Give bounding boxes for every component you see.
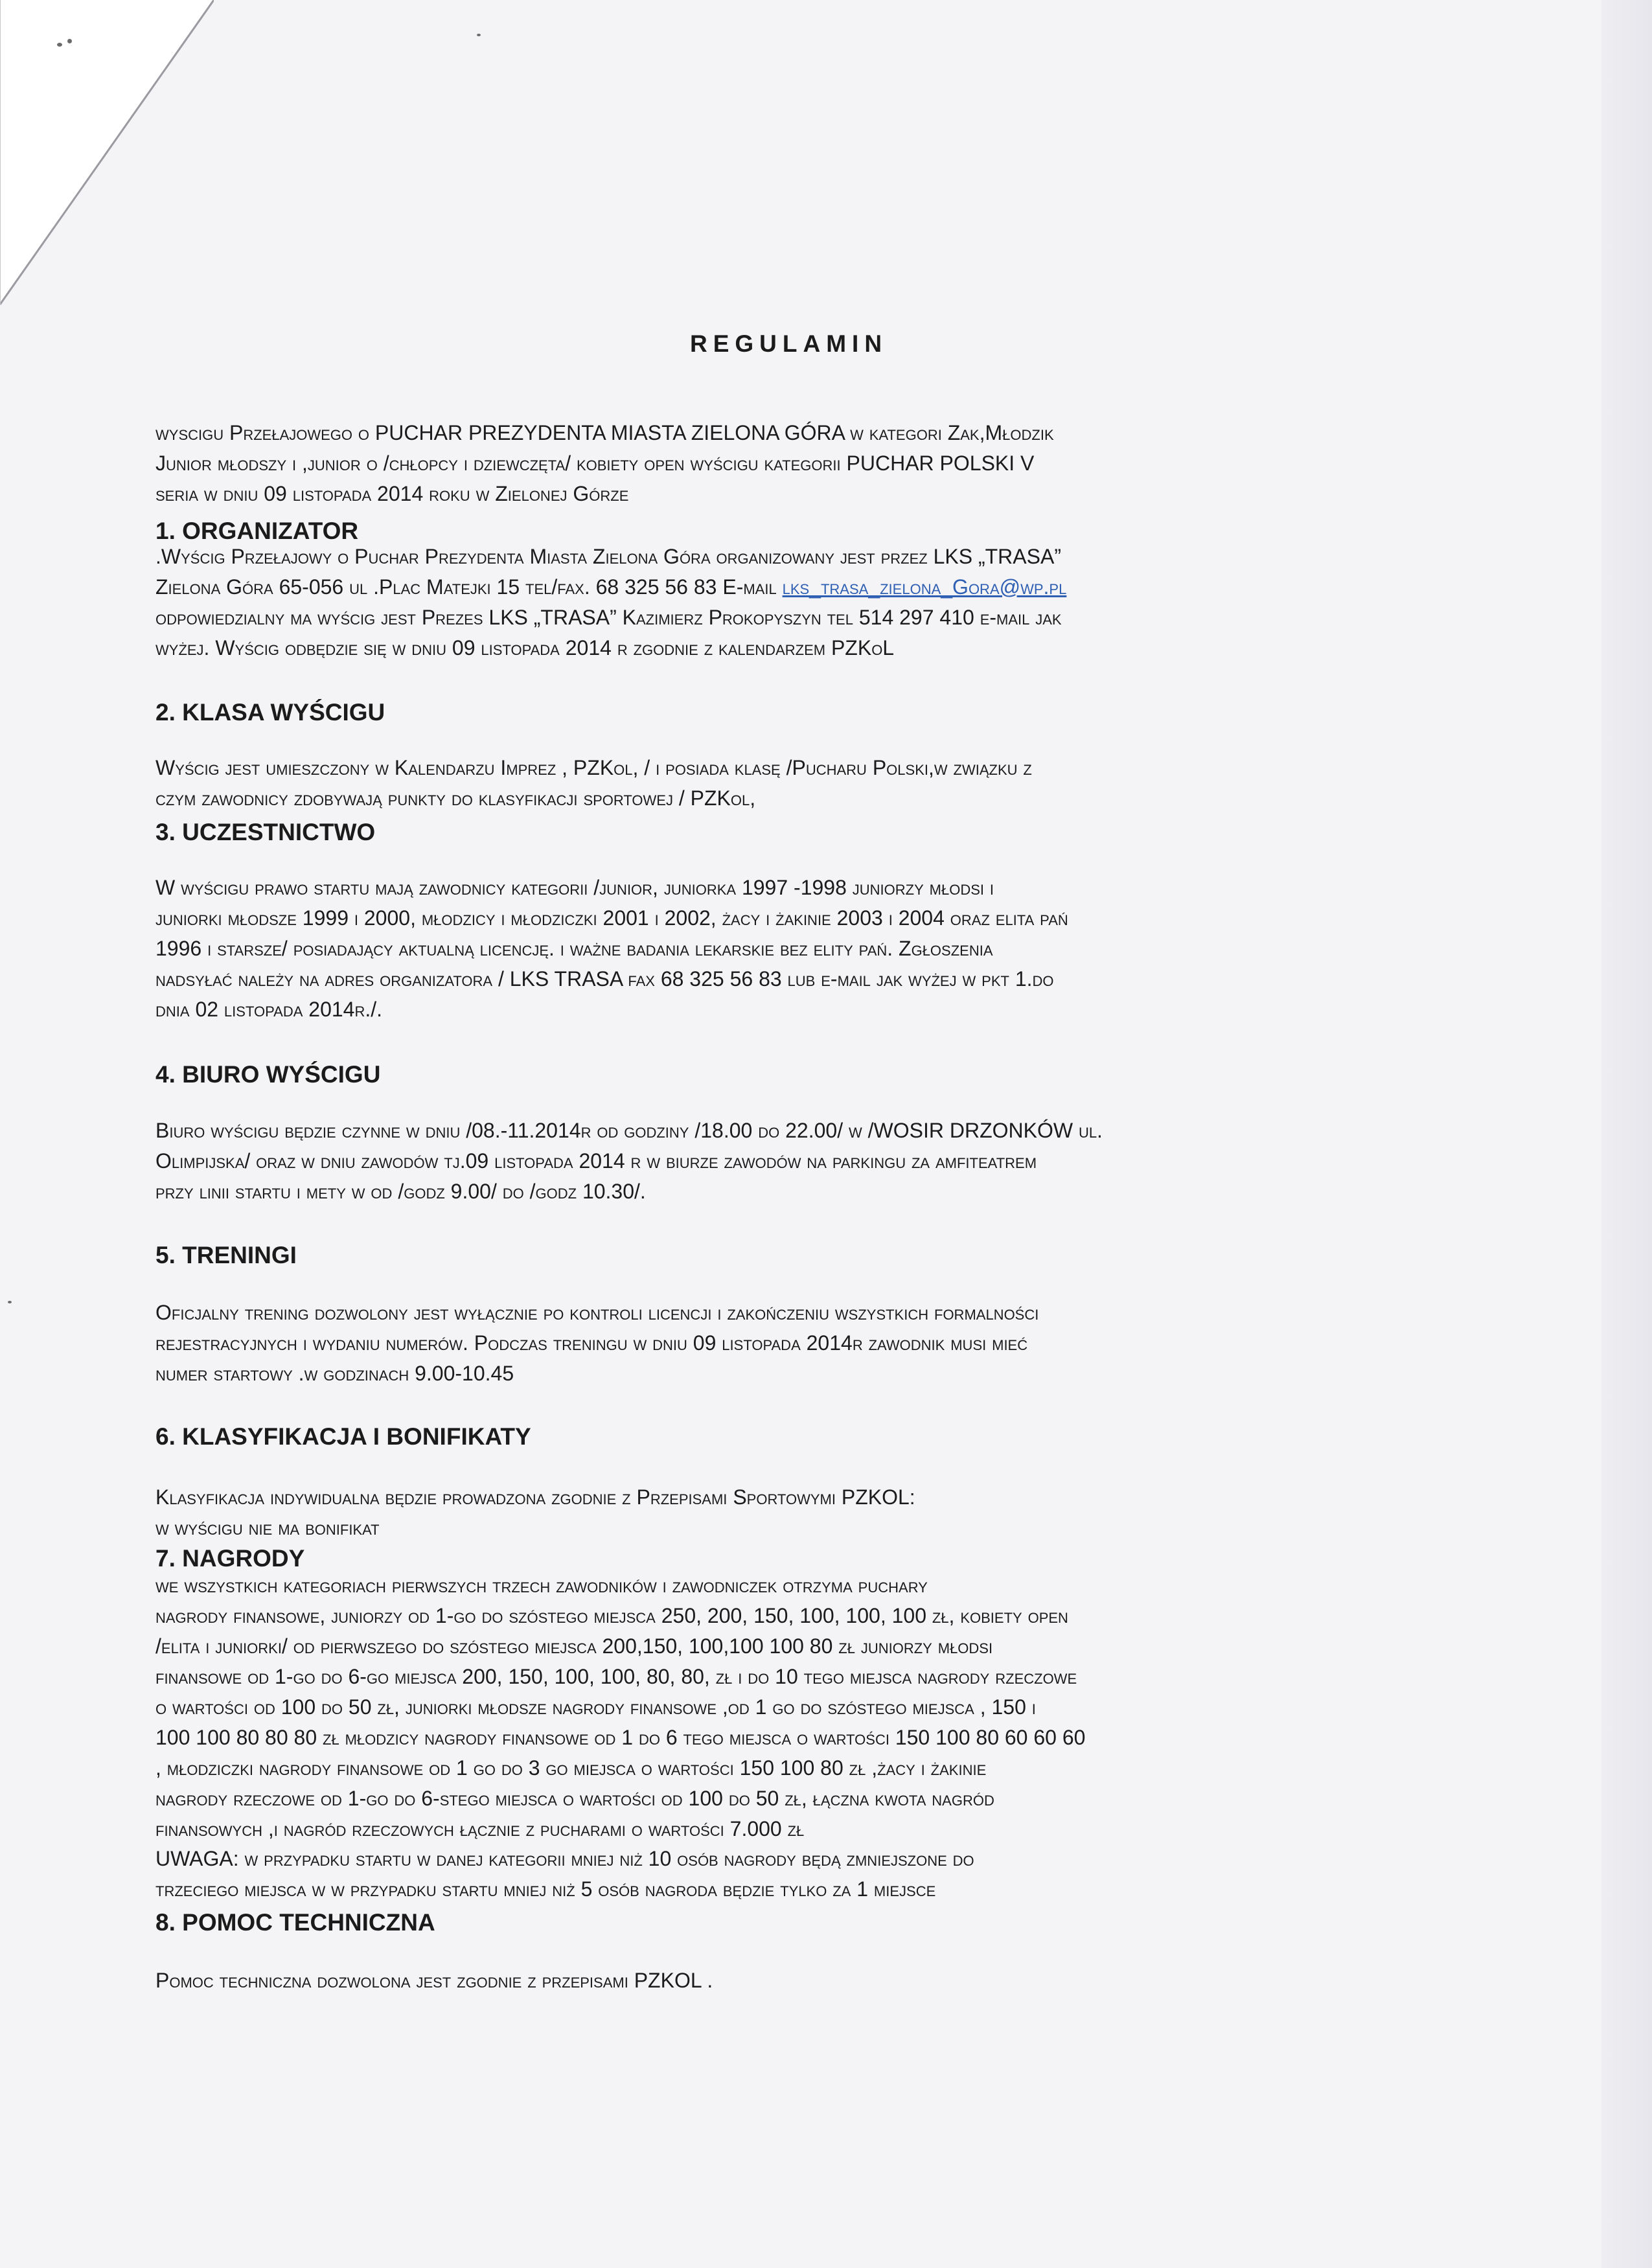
section-tech-support-body: Pomoc techniczna dozwolona jest zgodnie z przepisami PZKOL .: [155, 1969, 713, 1992]
section-heading: 8. POMOC TECHNICZNA: [155, 1909, 435, 1936]
intro-paragraph: wyscigu Przełajowego o PUCHAR PREZYDENTA MIASTA ZIELONA GÓRA w kategori Zak,Młodzik Junior młodszy i ,junior o /chłopcy i dziewczęta/ kobiety open wyścigu kategorii PUCHAR POLSKI V seria w dniu 09 listopada 2014 roku w Zielonej Górze: [155, 421, 1054, 505]
scan-speck: [8, 1301, 12, 1303]
section-heading: 4. BIURO WYŚCIGU: [155, 1061, 381, 1088]
section-heading: 7. NAGRODY: [155, 1545, 305, 1572]
email-link[interactable]: lks_trasa_zielona_Gora@wp.pl: [782, 575, 1067, 599]
scan-speck: [57, 43, 62, 47]
section-office-body: Biuro wyścigu będzie czynne w dniu /08.-11.2014r od godziny /18.00 do 22.00/ w /WOSIR DRZONKÓW ul. Olimpijska/ oraz w dniu zawodów tj.09 listopada 2014 r w biurze zawodów na parkingu za amfiteatrem przy linii startu i mety w od /godz 9.00/ do /godz 10.30/.: [155, 1119, 1103, 1203]
section-class-body: Wyścig jest umieszczony w Kalendarzu Imprez , PZKol, / i posiada klasę /Pucharu Polski,w związku z czym zawodnicy zdobywają punkty do klasyfikacji sportowej / PZKol,: [155, 756, 1032, 810]
folded-corner: [0, 0, 214, 311]
section-classification-body: Klasyfikacja indywidualna będzie prowadzona zgodnie z Przepisami Sportowymi PZKOL: w wyścigu nie ma bonifikat: [155, 1485, 915, 1539]
scan-speck: [477, 34, 481, 36]
section-participation-body: W wyścigu prawo startu mają zawodnicy kategorii /junior, juniorka 1997 -1998 juniorzy młodsi i juniorki młodsze 1999 i 2000, młodzicy i młodziczki 2001 i 2002, żacy i żakinie 2003 i 2004 oraz elita pań 1996 i starsze/ posiadający aktualną licencję. i ważne badania lekarskie bez elity pań. Zgłoszenia nadsyłać należy na adres organizatora / LKS TRASA fax 68 325 56 83 lub e-mail jak wyżej w pkt 1.do dnia 02 listopada 2014r./.: [155, 876, 1068, 1021]
section-training-body: Oficjalny trening dozwolony jest wyłącznie po kontroli licencji i zakończeniu wszystkich formalności rejestracyjnych i wydaniu numerów. Podczas treningu w dniu 09 listopada 2014r zawodnik musi mieć numer startowy .w godzinach 9.00-10.45: [155, 1301, 1039, 1385]
organizer-text-b: odpowiedzialny ma wyścig jest Prezes LKS „TRASA” Kazimierz Prokopyszyn tel 514 297 410 e-mail jak wyżej. Wyścig odbędzie się w dniu 09 listopada 2014 r zgodnie z kalendarzem PZKoL: [155, 606, 1062, 659]
section-heading: 5. TRENINGI: [155, 1242, 297, 1268]
scanner-edge: [1601, 0, 1652, 2268]
document-title: REGULAMIN: [690, 330, 888, 357]
prizes-note: UWAGA: w przypadku startu w danej kategorii mniej niż 10 osób nagrody będą zmniejszone do trzeciego miejsca w w przypadku startu mniej niż 5 osób nagroda będzie tylko za 1 miejsce: [155, 1847, 974, 1901]
organizer-text-a: .Wyścig Przełajowy o Puchar Prezydenta Miasta Zielona Góra organizowany jest przez LKS „TRASA” Zielona Góra 65-056 ul .Plac Matejki 15 tel/fax. 68 325 56 83 E-mail: [155, 545, 1061, 599]
section-heading: 1. ORGANIZATOR: [155, 518, 359, 544]
section-prizes-body: we wszystkich kategoriach pierwszych trzech zawodników i zawodniczek otrzyma puchary nagrody finansowe, juniorzy od 1-go do szóstego miejsca 250, 200, 150, 100, 100, 100 zł, kobiety open /elita i juniorki/ od pierwszego do szóstego miejsca 200,150, 100,100 100 80 zł juniorzy młodsi finansowe od 1-go do 6-go miejsca 200, 150, 100, 100, 80, 80, zł i do 10 tego miejsca nagrody rzeczowe o wartości od 100 do 50 zł, juniorki młodsze nagrody finansowe ,od 1 go do szóstego miejsca , 150 i 100 100 80 80 80 zł młodzicy nagrody finansowe od 1 do 6 tego miejsca o wartości 150 100 80 60 60 60 , młodziczki nagrody finansowe od 1 go do 3 go miejsca o wartości 150 100 80 zł ,żacy i żakinie nagrody rzeczowe od 1-go do 6-stego miejsca o wartości od 100 do 50 zł, łączna kwota nagród finansowych ,i nagród rzeczowych łącznie z pucharami o wartości 7.000 zł: [155, 1574, 1086, 1840]
section-organizer-body: [155, 542, 1066, 663]
section-heading: 6. KLASYFIKACJA I BONIFIKATY: [155, 1423, 531, 1450]
section-heading: 3. UCZESTNICTWO: [155, 819, 376, 845]
section-heading: 2. KLASA WYŚCIGU: [155, 699, 385, 726]
scan-speck: [67, 39, 72, 43]
